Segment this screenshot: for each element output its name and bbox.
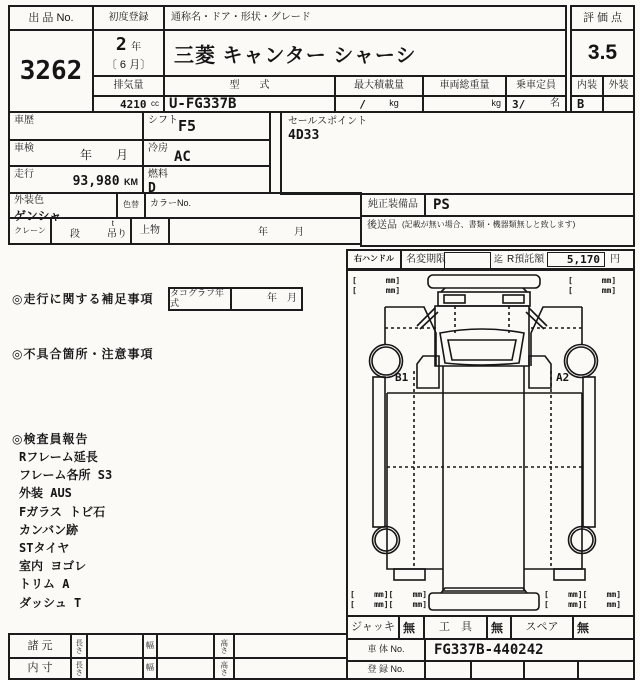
later-items-note: (記載が無い場合、書類・機器類無しと致します) [402, 220, 576, 229]
mileage-label: 走行 [14, 169, 34, 180]
displacement-unit: cc [151, 98, 159, 108]
exterior-header [602, 75, 635, 97]
score-cell [570, 29, 635, 77]
body-color-value: ゲンシャ [14, 208, 62, 223]
tool-value: 無 [491, 621, 504, 635]
tachograph-cell [230, 287, 303, 311]
body-no-value: FG337B-440242 [434, 642, 544, 658]
name-label: 通称名・ドア・形状・グレード [171, 12, 311, 24]
tachograph-value: 年 月 [267, 293, 297, 305]
first-reg-year-unit: 年 [131, 41, 142, 53]
fuel-value: D [148, 180, 156, 196]
crane-month-label: 月 [294, 227, 304, 238]
deposit-label: R預託額 [507, 254, 545, 265]
interior-grade: B [577, 97, 585, 111]
deposit-value-box [547, 252, 605, 267]
truck-top-view-diagram [348, 271, 633, 615]
sales-point-box [280, 111, 635, 195]
spec-label: 諸 元 [27, 639, 53, 652]
measure-mark: [ mm] [352, 286, 401, 295]
inner-width-label: 幅 [146, 663, 154, 673]
gross-weight-label: 車両総重量 [439, 80, 490, 92]
spare-cell [572, 615, 635, 640]
lot-no-cell [8, 29, 94, 113]
shift-value: F5 [178, 117, 197, 135]
crane-lift-label: 吊り [107, 228, 127, 240]
later-items-cell [360, 215, 635, 247]
inner-height-header [213, 657, 235, 680]
displacement-label: 排気量 [113, 80, 144, 92]
capacity-label: 乗車定員 [516, 80, 556, 92]
inner-dim-header [8, 657, 72, 680]
model-label: 型 式 [229, 80, 270, 92]
mileage-value: 93,980 [72, 174, 120, 189]
body-color-cell [8, 192, 118, 223]
inspector-item: フレーム各所 S3 [19, 468, 113, 483]
body-no-cell [424, 638, 635, 662]
color-change-label: 色替 [123, 200, 139, 210]
cooling-cell [142, 139, 271, 167]
reg-no-cell [577, 660, 635, 680]
crane-body-cell [130, 217, 170, 245]
crane-label-cell [8, 217, 52, 245]
inspection-cell [8, 139, 144, 167]
reg-no-label: 登 録 No. [367, 664, 405, 675]
jack-header [346, 615, 400, 640]
handle-label: 右ハンドル [354, 254, 394, 264]
reg-no-cell [523, 660, 579, 680]
inner-height-label: 高さ [219, 661, 229, 676]
handle-row [346, 249, 635, 270]
spec-height-header [213, 633, 235, 659]
fuel-label: 燃料 [148, 169, 168, 180]
body-color-label: 外装色 [14, 195, 44, 206]
reg-no-cell [470, 660, 525, 680]
crane-label: クレーン [14, 225, 46, 235]
first-reg-header [92, 5, 165, 31]
measure-mark: [ mm] [568, 276, 617, 285]
color-no-label: カラーNo. [150, 198, 192, 208]
spare-header [510, 615, 574, 640]
measure-mark: [ mm][ mm] [350, 590, 428, 599]
tool-header [423, 615, 488, 640]
gross-weight-header [422, 75, 507, 97]
tachograph-header [168, 287, 232, 311]
sales-point-value: 4D33 [288, 127, 320, 143]
first-reg-cell [92, 29, 165, 77]
crane-body-label: 上物 [140, 225, 160, 237]
mileage-cell [8, 165, 144, 194]
gross-weight-unit: kg [491, 98, 501, 109]
inspection-label: 車検 [14, 143, 34, 154]
measure-mark: [ mm] [568, 286, 617, 295]
body-no-label: 車 体 No. [367, 644, 405, 655]
spare-value: 無 [577, 621, 590, 635]
capacity-header [505, 75, 567, 97]
vehicle-name: 三菱 キャンター シャーシ [174, 44, 417, 67]
tachograph-label: タコグラフ年式 [170, 288, 225, 308]
tool-label: 工 具 [439, 621, 472, 634]
spec-height-cell [233, 633, 348, 659]
spec-header [8, 633, 72, 659]
sales-point-label: セールスポイント [288, 116, 368, 127]
inspector-heading: ◎検査員報告 [12, 432, 89, 446]
jack-value: 無 [403, 621, 416, 635]
mileage-unit: KM [124, 177, 138, 187]
inspector-item: Rフレーム延長 [19, 450, 98, 464]
lot-no-header [8, 5, 94, 31]
displacement-value: 4210 [120, 97, 147, 111]
inspection-value: 年 月 [79, 148, 128, 162]
inner-length-cell [86, 657, 144, 680]
reg-no-header [346, 660, 426, 680]
measure-mark: [ mm] [352, 276, 401, 285]
oem-equip-header [360, 193, 426, 217]
tool-cell [486, 615, 512, 640]
spec-height-label: 高さ [219, 638, 229, 654]
lot-number: 3262 [19, 56, 83, 86]
inner-dim-label: 内 寸 [27, 662, 53, 675]
yen-label: 円 [610, 254, 620, 265]
crane-date-cell [168, 217, 362, 245]
first-reg-month: 〔 6 月〕 [105, 58, 152, 71]
cooling-label: 冷房 [148, 143, 168, 154]
inner-length-label: 長さ [74, 661, 84, 676]
inspector-item: 室内 ヨゴレ [19, 559, 87, 574]
jack-label: ジャッキ [351, 621, 395, 634]
measure-mark: [ mm][ mm] [544, 590, 622, 599]
inspector-item: トリム A [19, 577, 70, 592]
oem-equip-value: PS [433, 197, 450, 213]
body-no-header [346, 638, 426, 662]
inspector-item: ダッシュ T [19, 595, 82, 610]
payload-slash: / [359, 97, 366, 111]
oem-equip-label: 純正装備品 [368, 199, 418, 211]
measure-mark: [ mm][ mm] [350, 600, 428, 609]
model-value: U-FG337B [169, 96, 237, 112]
spec-width-label: 幅 [146, 640, 154, 650]
capacity-unit: 名 [550, 98, 560, 110]
jack-cell [398, 615, 425, 640]
fuel-cell [142, 165, 271, 194]
payload-unit: kg [389, 98, 399, 109]
oem-equip-cell [424, 193, 635, 217]
defect-code-b1: B1 [395, 371, 409, 384]
inspector-item: 外装 AUS [19, 486, 72, 501]
spec-width-cell [156, 633, 215, 659]
inspector-item: STタイヤ [19, 541, 70, 556]
lot-no-label: 出 品 No. [28, 11, 74, 24]
score-value: 3.5 [587, 41, 618, 64]
name-change-deadline-box [444, 252, 491, 269]
color-no-cell [144, 192, 362, 219]
model-header [163, 75, 336, 97]
interior-label: 内装 [577, 80, 597, 92]
reg-no-cell [424, 660, 472, 680]
diagram-box [346, 269, 635, 617]
vehicle-name-cell [163, 29, 567, 77]
defect-code-a2: A2 [556, 371, 570, 384]
defect-heading: ◎不具合箇所・注意事項 [12, 347, 154, 361]
spec-length-label: 長さ [74, 638, 84, 654]
measure-mark: [ mm][ mm] [544, 600, 622, 609]
until-label: 迄 [494, 254, 504, 264]
crane-stage-cell [50, 217, 132, 245]
capacity-value: 3/ [512, 97, 526, 111]
deposit-value: 5,170 [566, 253, 600, 266]
later-items-label: 後送品 [367, 220, 397, 231]
first-reg-year: 2 [115, 33, 127, 55]
inner-width-cell [156, 657, 215, 680]
spare-label: スペア [525, 621, 559, 634]
inspector-item: カンバン跡 [19, 522, 79, 537]
crane-stage-label: 段 [70, 228, 80, 240]
shift-label: シフト [148, 115, 178, 126]
cooling-value: AC [174, 149, 191, 165]
inspector-report-list [19, 448, 112, 612]
inspector-item: Fガラス トビ石 [19, 504, 106, 519]
interior-header [570, 75, 604, 97]
payload-header [334, 75, 424, 97]
name-header [163, 5, 567, 31]
displacement-header [92, 75, 165, 97]
history-cell [8, 111, 144, 141]
shift-cell [142, 111, 271, 141]
first-reg-label: 初度登録 [108, 12, 149, 24]
exterior-label: 外装 [608, 80, 629, 92]
crane-ton-label: t [111, 219, 114, 228]
payload-label: 最大積載量 [354, 80, 404, 92]
score-label: 評 価 点 [582, 11, 623, 24]
history-label: 車歴 [14, 115, 34, 126]
name-change-label: 名変期限 [406, 254, 446, 265]
supplement-heading: ◎走行に関する補足事項 [12, 292, 154, 306]
crane-year-label: 年 [258, 227, 268, 238]
spec-length-cell [86, 633, 144, 659]
color-change-cell [116, 192, 146, 219]
inner-height-cell [233, 657, 348, 680]
score-header [570, 5, 635, 31]
handle-cell [348, 251, 402, 268]
